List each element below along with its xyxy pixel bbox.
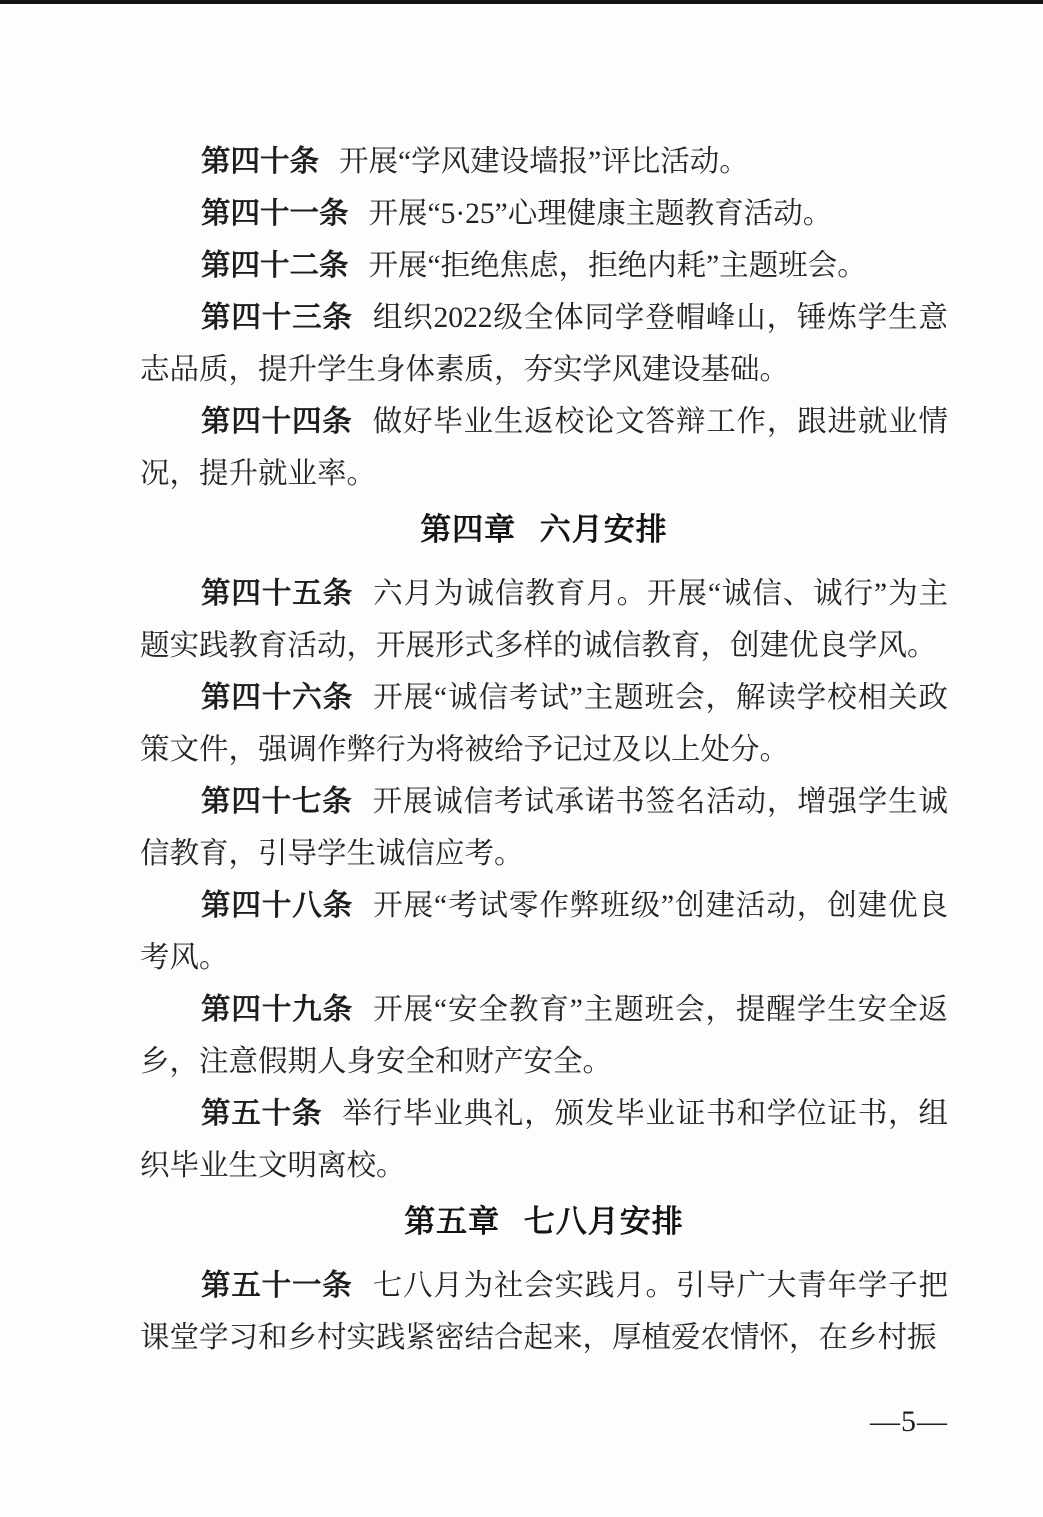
article-text: 开展“5·25”心理健康主题教育活动。 <box>368 198 833 230</box>
chapter-heading: 第五章 七八月安排 <box>404 1204 684 1239</box>
article-number: 第四十九条 <box>201 994 354 1026</box>
paragraph <box>140 568 948 672</box>
article-text: 开展“安全教育”主题班会，提醒学生安全返乡，注意假期人身安全和财产安全。 <box>140 994 948 1078</box>
paragraph <box>140 292 948 396</box>
article-text: 开展“考试零作弊班级”创建活动，创建优良考风。 <box>140 890 948 974</box>
article-number: 第四十五条 <box>201 578 354 610</box>
article-number: 第四十一条 <box>201 198 349 230</box>
paragraph <box>140 984 948 1088</box>
article-text: 组织2022级全体同学登帽峰山，锤炼学生意志品质，提升学生身体素质，夯实学风建设基础。 <box>140 302 948 386</box>
article-number: 第五十条 <box>201 1098 323 1130</box>
article-text: 六月为诚信教育月。开展“诚信、诚行”为主题实践教育活动，开展形式多样的诚信教育，创建优良学风。 <box>140 578 948 662</box>
article-number: 第五十一条 <box>201 1270 353 1302</box>
article-text: 七八月为社会实践月。引导广大青年学子把课堂学习和乡村实践紧密结合起来，厚植爱农情怀，在乡村振 <box>140 1270 948 1354</box>
paragraph <box>140 776 948 880</box>
article-number: 第四十八条 <box>201 890 354 922</box>
paragraph <box>140 1088 948 1192</box>
paragraph <box>140 396 948 500</box>
article-text: 开展诚信考试承诺书签名活动，增强学生诚信教育，引导学生诚信应考。 <box>140 786 948 870</box>
article-number: 第四十条 <box>201 146 320 178</box>
article-number: 第四十四条 <box>201 406 353 438</box>
paragraph <box>140 188 948 240</box>
page-number: —5— <box>870 1405 948 1438</box>
article-number: 第四十六条 <box>201 682 354 714</box>
article-text: 开展“诚信考试”主题班会，解读学校相关政策文件，强调作弊行为将被给予记过及以上处分。 <box>140 682 948 766</box>
paragraph <box>140 880 948 984</box>
scan-edge-bar <box>0 0 1043 4</box>
article-number: 第四十三条 <box>201 302 353 334</box>
paragraph <box>140 136 948 188</box>
paragraph <box>140 672 948 776</box>
paragraph <box>140 240 948 292</box>
paragraph <box>140 1260 948 1364</box>
chapter-heading: 第四章 六月安排 <box>420 512 668 547</box>
article-text: 举行毕业典礼，颁发毕业证书和学位证书，组织毕业生文明离校。 <box>140 1098 948 1182</box>
article-text: 开展“学风建设墙报”评比活动。 <box>339 146 749 178</box>
article-number: 第四十二条 <box>201 250 349 282</box>
article-number: 第四十七条 <box>201 786 353 818</box>
article-text: 开展“拒绝焦虑，拒绝内耗”主题班会。 <box>368 250 867 282</box>
article-text: 做好毕业生返校论文答辩工作，跟进就业情况，提升就业率。 <box>140 406 948 490</box>
